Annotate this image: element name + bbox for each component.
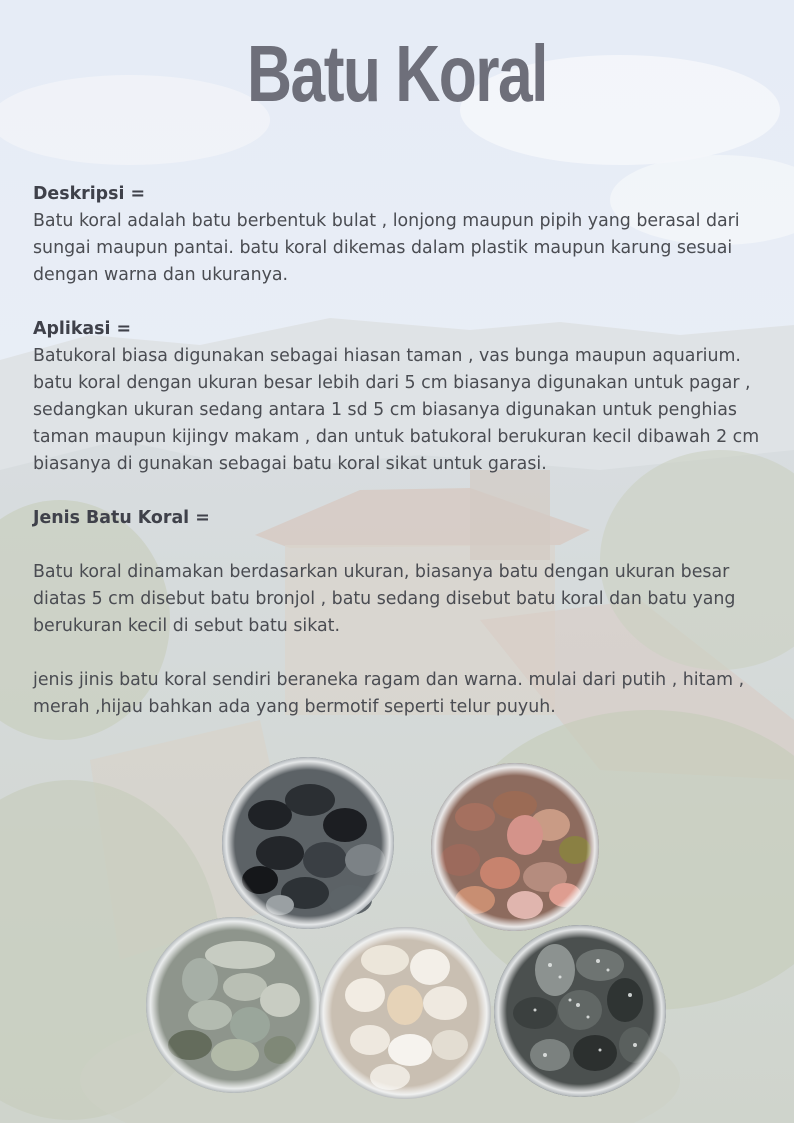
section-heading-aplikasi: Aplikasi = (33, 319, 132, 339)
section-text-jenis-2: jenis jinis batu koral sendiri beraneka ragam dan warna. mulai dari putih , hitam , merah ,hijau bahkan ada yang bermotif seperti telur puyuh. (33, 670, 745, 717)
pebble-jars-image (130, 755, 680, 1105)
section-text-aplikasi: Batukoral biasa digunakan sebagai hiasan taman , vas bunga maupun aquarium. batu koral dengan ukuran besar lebih dari 5 cm biasanya digunakan untuk pagar , sedangkan ukuran sedang antara 1 sd 5 cm biasanya digunakan untuk penghias taman maupun kijingv makam , dan untuk batukoral berukuran kecil dibawah 2 cm biasanya di gunakan sebagai batu koral sikat untuk garasi. (33, 346, 760, 474)
section-heading-jenis: Jenis Batu Koral = (33, 508, 210, 528)
section-heading-deskripsi: Deskripsi = (33, 184, 146, 204)
section-jenis (33, 505, 773, 721)
black-pebbles-jar (222, 757, 394, 929)
section-text-deskripsi: Batu koral adalah batu berbentuk bulat , lonjong maupun pipih yang berasal dari sungai maupun pantai. batu koral dikemas dalam plastik maupun karung sesuai dengan warna dan ukuranya. (33, 211, 740, 285)
section-text-jenis-1: Batu koral dinamakan berdasarkan ukuran, biasanya batu dengan ukuran besar diatas 5 cm disebut batu bronjol , batu sedang disebut batu koral dan batu yang berukuran kecil di sebut batu sikat. (33, 562, 736, 636)
page-title: Batu Koral (247, 29, 547, 118)
section-aplikasi (33, 316, 773, 478)
speckled-pebbles-jar (494, 925, 666, 1097)
green-grey-pebbles-jar (146, 917, 322, 1093)
red-brown-pebbles-jar (431, 763, 599, 931)
section-deskripsi (33, 181, 773, 289)
content-body (33, 181, 773, 748)
white-pebbles-jar (319, 927, 491, 1099)
